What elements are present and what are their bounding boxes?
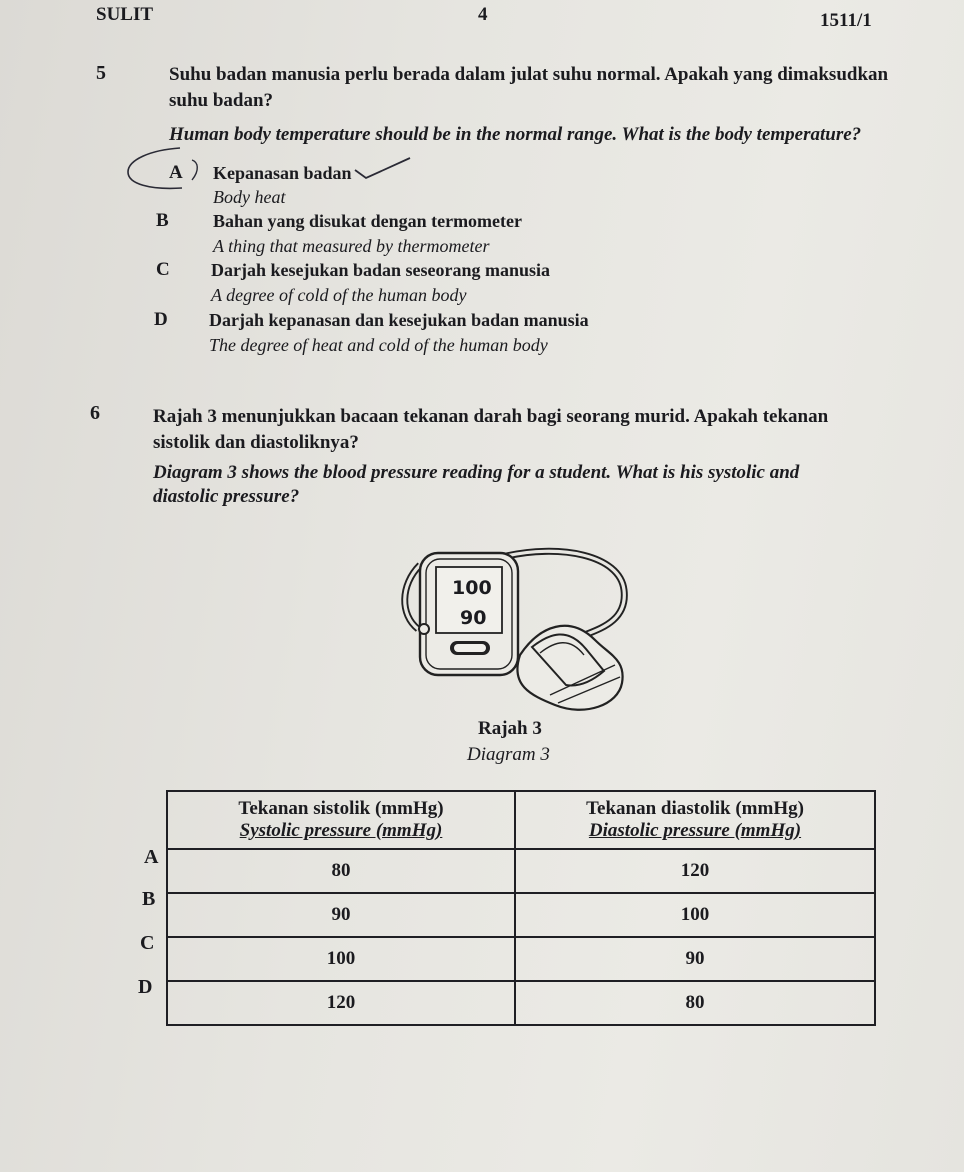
q5-option-letter: C — [156, 259, 170, 280]
diagram-caption-en: Diagram 3 — [467, 744, 550, 765]
page-number: 4 — [478, 4, 488, 25]
q5-option-d-ms: Darjah kepanasan dan kesejukan badan manusia — [209, 310, 589, 330]
diagram-caption-ms: Rajah 3 — [478, 718, 542, 739]
monitor-systolic-reading: 100 — [452, 577, 492, 599]
answer-table — [166, 790, 876, 1026]
q5-option-d-en: The degree of heat and cold of the human body — [209, 335, 548, 355]
blood-pressure-monitor-diagram — [390, 545, 630, 720]
q5-stem-ms-2: suhu badan? — [169, 90, 274, 111]
q5-option-a-ms: Kepanasan badan — [213, 163, 352, 183]
header-sulit: SULIT — [96, 4, 154, 25]
table-row — [167, 893, 875, 937]
row-letter-c: C — [140, 932, 155, 954]
table-header-row — [167, 791, 875, 849]
q6-stem-ms-2: sistolik dan diastoliknya? — [153, 432, 359, 453]
q5-option-letter: D — [154, 309, 168, 330]
cuff-icon — [517, 626, 622, 710]
table-row — [167, 937, 875, 981]
q5-number: 5 — [96, 62, 106, 84]
diastolic-cell: 120 — [515, 849, 875, 893]
diastolic-cell: 90 — [515, 937, 875, 981]
systolic-cell: 120 — [167, 981, 515, 1025]
row-letter-d: D — [138, 976, 153, 998]
q6-stem-ms-1: Rajah 3 menunjukkan bacaan tekanan darah bagi seorang murid. Apakah tekanan — [153, 406, 829, 427]
paper-code: 1511/1 — [820, 10, 872, 31]
q5-option-a-en: Body heat — [213, 187, 286, 207]
q5-option-c-en: A degree of cold of the human body — [211, 285, 467, 305]
q5-option-b-ms: Bahan yang disukat dengan termometer — [213, 211, 523, 231]
tick-mark-icon — [355, 158, 410, 178]
systolic-cell: 80 — [167, 849, 515, 893]
q5-stem-ms-1: Suhu badan manusia perlu berada dalam julat suhu normal. Apakah yang dimaksudkan — [169, 64, 889, 85]
monitor-diastolic-reading: 90 — [460, 607, 487, 629]
systolic-cell: 90 — [167, 893, 515, 937]
table-row — [167, 981, 875, 1025]
row-letter-b: B — [142, 888, 156, 910]
q5-option-c-ms: Darjah kesejukan badan seseorang manusia — [211, 260, 551, 280]
diastolic-header: Tekanan diastolik (mmHg) Diastolic pressure (mmHg) — [515, 791, 875, 849]
systolic-cell: 100 — [167, 937, 515, 981]
q5-option-letter: A — [169, 162, 183, 183]
row-letter-a: A — [144, 846, 159, 868]
systolic-header: Tekanan sistolik (mmHg) Systolic pressure (mmHg) — [167, 791, 515, 849]
q6-stem-en-2: diastolic pressure? — [153, 486, 300, 507]
diastolic-cell: 100 — [515, 893, 875, 937]
q5-option-letter: B — [156, 210, 169, 231]
q5-option-b-en: A thing that measured by thermometer — [213, 236, 490, 256]
q6-number: 6 — [90, 402, 100, 424]
q5-stem-en: Human body temperature should be in the normal range. What is the body temperature? — [169, 124, 862, 145]
table-row — [167, 849, 875, 893]
q6-stem-en-1: Diagram 3 shows the blood pressure reading for a student. What is his systolic and — [153, 462, 800, 483]
diastolic-cell: 80 — [515, 981, 875, 1025]
